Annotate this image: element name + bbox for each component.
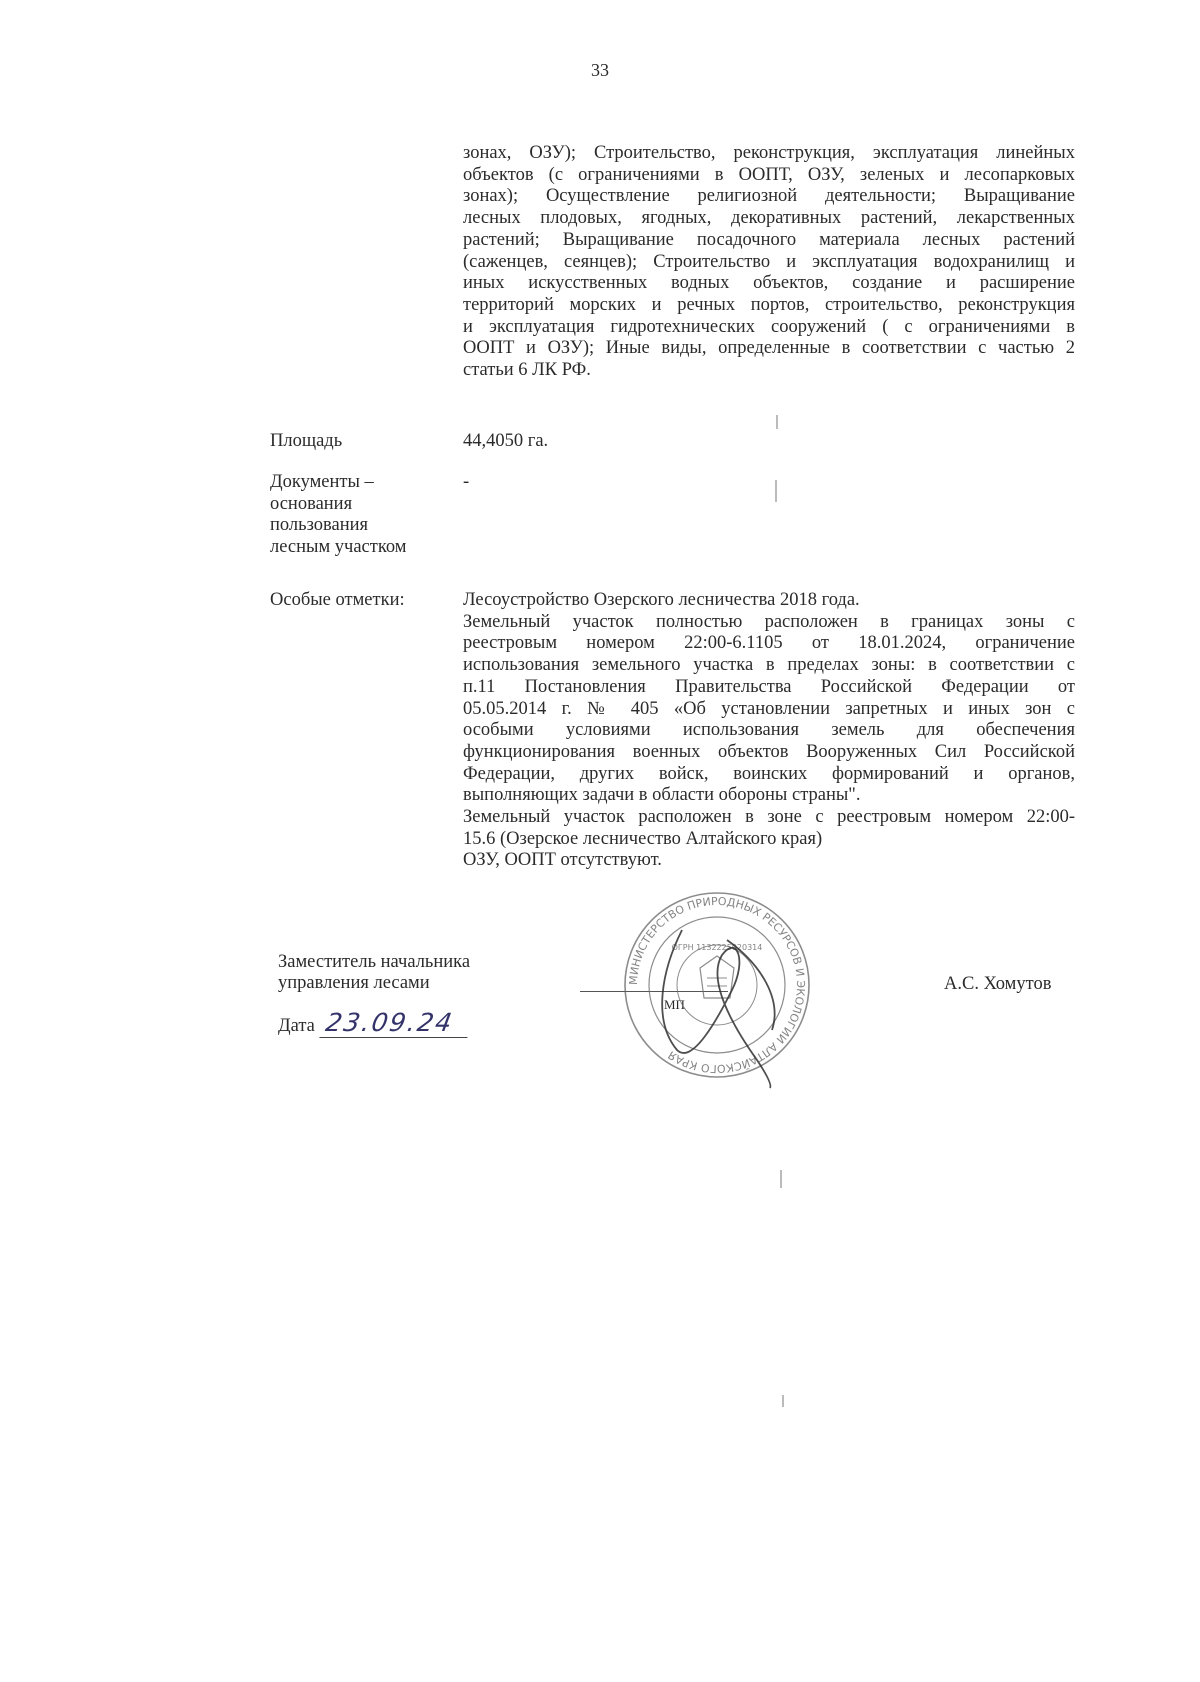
stamp-ogrn: ОГРН 1132225020314	[671, 943, 763, 952]
scan-artifact	[776, 415, 778, 429]
mp-label: МП	[664, 997, 685, 1012]
special-marks-line: 15.6 (Озерское лесничество Алтайского края)	[463, 828, 823, 849]
special-marks-line: Федерации, других войск, воинских формирований и органов,	[463, 763, 1075, 784]
continuation-line: (саженцев, сеянцев); Строительство и эксплуатация водохранилищ и	[463, 251, 1075, 272]
signatory-title-line: управления лесами	[278, 973, 430, 993]
special-marks-line: 05.05.2014 г. № 405 «Об установлении запретных и иных зон с	[463, 698, 1075, 719]
special-marks-line: особыми условиями использования земель для обеспечения	[463, 720, 1075, 741]
scan-artifact	[780, 1170, 782, 1188]
special-marks-line: Лесоустройство Озерского лесничества 2018 года.	[463, 590, 860, 610]
special-marks-line: использования земельного участка в пределах зоны: в соответствии с	[463, 655, 1075, 676]
special-marks-line: функционирования военных объектов Вооруженных Сил Российской	[463, 741, 1075, 762]
continuation-line: растений; Выращивание посадочного материала лесных растений	[463, 229, 1075, 250]
special-marks-label: Особые отметки:	[270, 590, 405, 610]
documents-label-line: лесным участком	[270, 537, 407, 558]
special-marks-text	[463, 590, 1075, 872]
documents-label	[270, 472, 440, 559]
documents-value: -	[463, 472, 470, 492]
special-marks-line: ОЗУ, ООПТ отсутствуют.	[463, 850, 662, 871]
scan-artifact	[775, 480, 777, 502]
continuation-block	[463, 143, 1075, 382]
scan-artifact	[782, 1395, 784, 1407]
date-row	[278, 1008, 470, 1038]
documents-label-line: основания	[270, 493, 353, 514]
continuation-line: статьи 6 ЛК РФ.	[463, 360, 591, 381]
continuation-line: лесных плодовых, ягодных, декоративных растений, лекарственных	[463, 208, 1075, 229]
special-marks-line: выполняющих задачи в области обороны страны".	[463, 785, 861, 806]
documents-label-line: пользования	[270, 515, 369, 536]
page-number: 33	[591, 60, 609, 80]
stamp-seal	[625, 893, 809, 1077]
continuation-line: территорий морских и речных портов, строительство, реконструкция	[463, 294, 1075, 315]
date-label: Дата	[278, 1016, 315, 1036]
official-stamp	[622, 860, 812, 1090]
continuation-line: зонах, ОЗУ); Строительство, реконструкция, эксплуатация линейных	[463, 143, 1075, 163]
stamp-text: МИНИСТЕРСТВО ПРИРОДНЫХ РЕСУРСОВ И ЭКОЛОГИИ АЛТАЙСКОГО КРАЯ	[626, 894, 808, 1076]
special-marks-line: п.11 Постановления Правительства Российской Федерации от	[463, 676, 1075, 697]
documents-label-line: Документы –	[270, 472, 374, 492]
date-value: 23.09.24	[319, 1008, 472, 1038]
area-value: 44,4050 га.	[463, 431, 549, 451]
continuation-line: зонах); Осуществление религиозной деятельности; Выращивание	[463, 186, 1075, 207]
signatory-name: А.С. Хомутов	[944, 974, 1052, 994]
area-label: Площадь	[270, 431, 343, 451]
continuation-line: ООПТ и ОЗУ); Иные виды, определенные в соответствии с частью 2	[463, 338, 1075, 359]
signatory-title	[278, 952, 538, 994]
signatory-title-line: Заместитель начальника	[278, 952, 471, 972]
continuation-line: объектов (с ограничениями в ООПТ, ОЗУ, зеленых и лесопарковых	[463, 164, 1075, 185]
special-marks-line: Земельный участок полностью расположен в границах зоны с	[463, 611, 1075, 632]
special-marks-line: Земельный участок расположен в зоне с реестровым номером 22:00-	[463, 807, 1075, 828]
special-marks-line: реестровым номером 22:00-6.1105 от 18.01.2024, ограничение	[463, 633, 1075, 654]
continuation-line: и эксплуатация гидротехнических сооружений ( с ограничениями в	[463, 316, 1075, 337]
continuation-line: иных искусственных водных объектов, создание и расширение	[463, 273, 1075, 294]
